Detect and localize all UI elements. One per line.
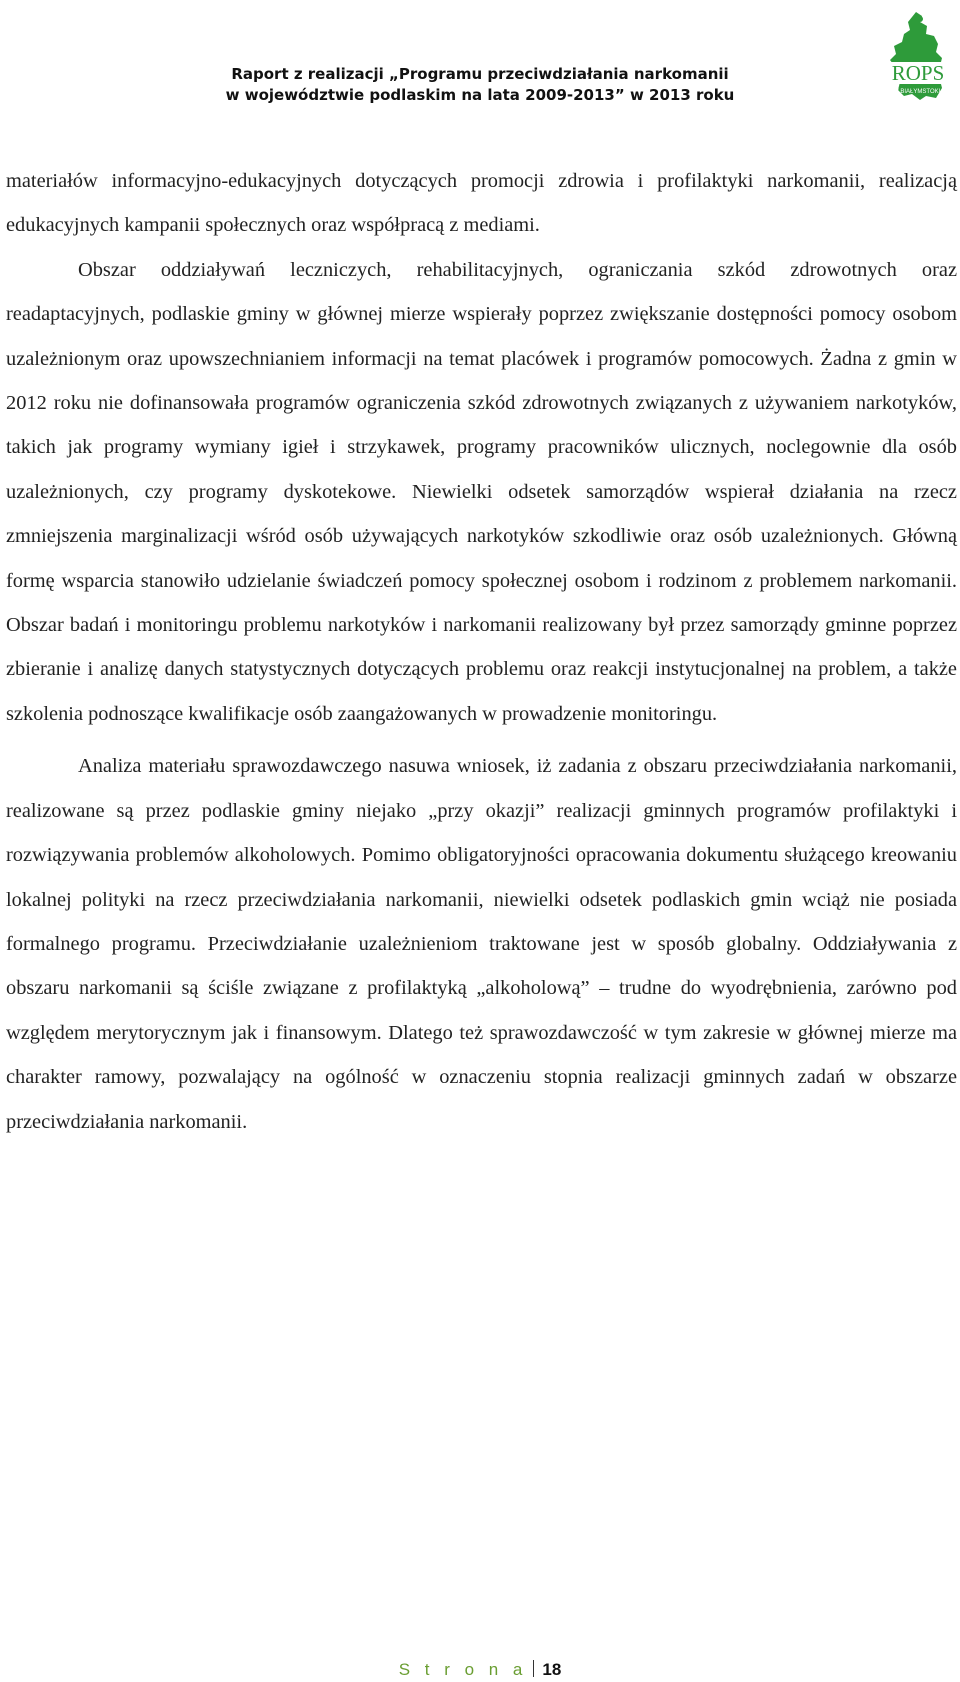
body-paragraph-3: Analiza materiału sprawozdawczego nasuwa wniosek, iż zadania z obszaru przeciwdziałania narkomanii, realizowane są przez podlaskie gminy niejako „przy okazji” realizacji gminnych programów profilaktyki i rozwiązywania problemów alkoholowych. Pomimo obligatoryjności opracowania dokumentu służącego kreowaniu lokalnej polityki na rzecz przeciwdziałania narkomanii, niewielki odsetek podlaskich gmin wciąż nie posiada formalnego programu. Przeciwdziałanie uzależnieniom traktowane jest w sposób globalny. Oddziaływania z obszaru narkomanii są ściśle związane z profilaktyką „alkoholową” – trudne do wyodrębnienia, zarówno pod względem merytorycznym jak i finansowym. Dlatego też sprawozdawczość w tym zakresie w głównej mierze ma charakter ramowy, pozwalający na ogólność w oznaczeniu stopnia realizacji gminnych zadań w obszarze przeciwdziałania narkomanii. [6,755,957,1133]
page-number: 18 [542,1660,562,1679]
body-paragraph-2: Obszar oddziaływań leczniczych, rehabilitacyjnych, ograniczania szkód zdrowotnych oraz readaptacyjnych, podlaskie gminy w głównej mierze wspierały poprzez zwiększanie dostępności pomocy osobom uzależnionym oraz upowszechnianiem informacji na temat placówek i programów pomocowych. Żadna z gmin w 2012 roku nie dofinansowała programów ograniczenia szkód zdrowotnych związanych z używaniem narkotyków, takich jak programy wymiany igieł i strzykawek, programy pracowników ulicznych, noclegownie dla osób uzależnionych, czy programy dyskotekowe. Niewielki odsetek samorządów wspierał działania na rzecz zmniejszenia marginalizacji wśród osób używających narkotyków szkodliwie oraz osób uzależnionych. Główną formę wsparcia stanowiło udzielanie świadczeń pomocy społecznej osobom i rodzinom z problemem narkomanii. Obszar badań i monitoringu problemu narkotyków i narkomanii realizowany był przez samorządy gminne poprzez zbieranie i analizę danych statystycznych dotyczących problemu oraz reakcji instytucjonalnej na problem, a także szkolenia podnoszące kwalifikacje osób zaangażowanych w prowadzenie monitoringu. [6,258,957,725]
logo-subtext: W BIAŁYMSTOKU [893,89,943,95]
report-title-line-1: Raport z realizacji „Programu przeciwdziałania narkomanii [231,65,729,83]
logo-text: ROPS [891,61,945,85]
rops-logo [882,10,954,102]
report-title [200,64,760,106]
report-title-line-2: w województwie podlaskim na lata 2009-2013” w 2013 roku [225,86,735,104]
page-separator [533,1660,534,1677]
page-label: S t r o n a [398,1660,528,1679]
figure-head-icon [917,16,923,22]
page-footer [0,1660,960,1680]
document-body [6,159,957,1144]
podlaskie-map-icon [890,12,944,100]
body-paragraph-1: materiałów informacyjno-edukacyjnych dotyczących promocji zdrowia i profilaktyki narkomanii, realizacją edukacyjnych kampanii społecznych oraz współpracą z mediami. [6,170,957,237]
page-header [0,0,960,120]
